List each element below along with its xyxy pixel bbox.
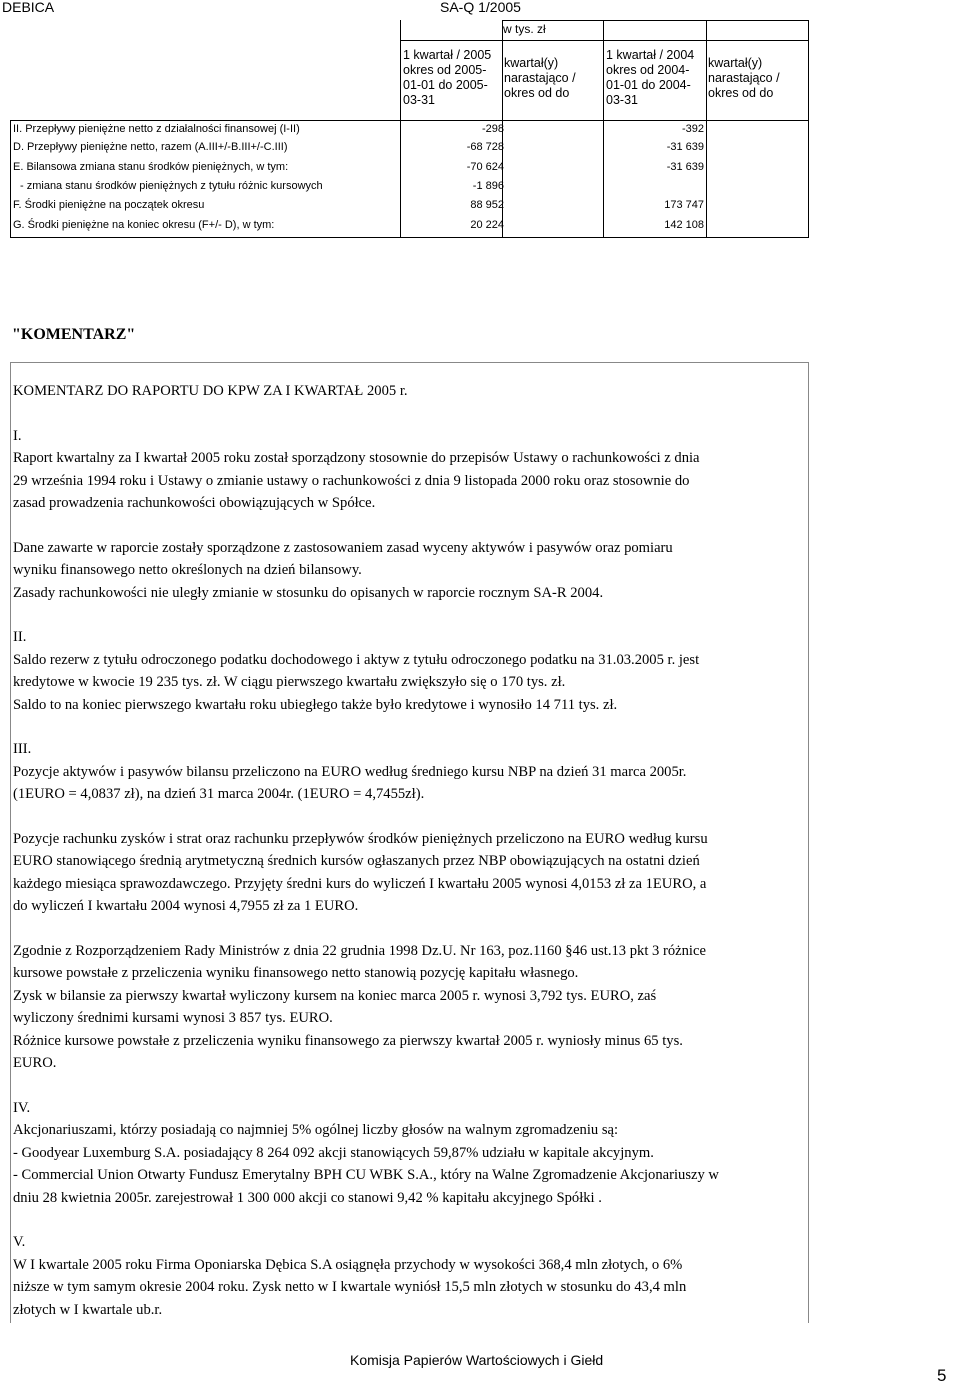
report-code: SA-Q 1/2005 (440, 0, 521, 15)
row-value-2005: 88 952 (470, 199, 504, 211)
komentarz-line: Różnice kursowe powstałe z przeliczenia wyniku finansowego za pierwszy kwartał 2005 r. wyniosły minus 65 tys. (13, 1032, 683, 1049)
blank-line (13, 918, 803, 940)
komentarz-line: Zasady rachunkowości nie uległy zmianie w stosunku do opisanych w raporcie rocznym SA-R 2004. (13, 584, 604, 601)
page-number: 5 (937, 1366, 947, 1385)
row-label: F. Środki pieniężne na początek okresu (13, 199, 205, 211)
blank-line (13, 1075, 803, 1097)
blank-line (13, 806, 803, 828)
table-border (706, 20, 707, 238)
row-label: II. Przepływy pieniężne netto z działalności finansowej (I-II) (13, 123, 300, 135)
row-value-2005: -68 728 (466, 141, 504, 153)
komentarz-line: kredytowe w kwocie 19 235 tys. zł. W ciągu pierwszego kwartału zwiększyło się o 170 tys. zł. (13, 674, 566, 691)
komentarz-line: Pozycje rachunku zysków i strat oraz rachunku przepływów środków pieniężnych przeliczono na EURO według kursu (13, 831, 708, 848)
column-header-2005-cumulative: kwartał(y) narastająco / okres od do (504, 56, 576, 100)
footer-text: Komisja Papierów Wartościowych i Giełd (350, 1352, 604, 1368)
row-label: D. Przepływy pieniężne netto, razem (A.III+/-B.III+/-C.III) (13, 141, 288, 153)
komentarz-line: 29 września 1994 roku i Ustawy o zmianie ustawy o rachunkowości z dnia 9 listopada 2000 roku oraz stosownie do (13, 472, 690, 489)
table-border (808, 20, 809, 238)
komentarz-line: IV. (13, 1099, 31, 1116)
blank-line (13, 716, 803, 738)
komentarz-line: wyniku finansowego netto określonych na dzień bilansowy. (13, 562, 362, 579)
komentarz-line: kursowe powstałe z przeliczenia wyniku finansowego netto stanowią pozycję kapitału własnego. (13, 965, 579, 982)
komentarz-line: Zysk w bilansie za pierwszy kwartał wyliczony kursem na koniec marca 2005 r. wynosi 3,792 tys. EURO, zaś (13, 987, 657, 1004)
komentarz-line: - Commercial Union Otwarty Fundusz Emerytalny BPH CU WBK S.A., który na Walne Zgromadzenie Akcjonariuszy w (13, 1167, 719, 1184)
komentarz-line: Raport kwartalny za I kwartał 2005 roku został sporządzony stosownie do przepisów Ustawy o rachunkowości z dnia (13, 450, 700, 467)
row-value-2004: -31 639 (666, 161, 704, 173)
table-border (400, 40, 808, 41)
komentarz-line: Pozycje aktywów i pasywów bilansu przeliczono na EURO według średniego kursu NBP na dzień 31 marca 2005r. (13, 763, 687, 780)
row-value-2004: 173 747 (664, 199, 704, 211)
units-label: w tys. zł (503, 22, 546, 36)
komentarz-line: wyliczony średnimi kursami wynosi 3 857 tys. EURO. (13, 1010, 333, 1027)
column-header-2004-cumulative: kwartał(y) narastająco / okres od do (708, 56, 780, 100)
column-header-2005: 1 kwartał / 2005 okres od 2005-01-01 do 2005-03-31 (403, 48, 492, 107)
row-value-2004: -31 639 (666, 141, 704, 153)
column-header-2004: 1 kwartał / 2004 okres od 2004-01-01 do 2004-03-31 (606, 48, 695, 107)
komentarz-body (13, 380, 803, 1321)
row-label: G. Środki pieniężne na koniec okresu (F+/- D), w tym: (13, 219, 275, 231)
table-border (10, 120, 808, 121)
blank-line (13, 1209, 803, 1231)
komentarz-line: EURO stanowiącego średnią arytmetyczną średnich kursów ogłaszanych przez NBP obowiązujących na ostatni dzień (13, 853, 700, 870)
komentarz-line: W I kwartale 2005 roku Firma Oponiarska Dębica S.A osiągnęła przychody w wysokości 368,4 mln złotych, o 6% (13, 1256, 683, 1273)
row-label: E. Bilansowa zmiana stanu środków pieniężnych, w tym: (13, 161, 289, 173)
komentarz-line: Zgodnie z Rozporządzeniem Rady Ministrów z dnia 22 grudnia 1998 Dz.U. Nr 163, poz.1160 §46 ust.13 pkt 3 różnice (13, 943, 706, 960)
row-value-2004: -392 (681, 123, 704, 135)
row-value-2005: 20 224 (470, 219, 504, 231)
company-name: DEBICA (2, 0, 55, 15)
komentarz-line: Akcjonariuszami, którzy posiadają co najmniej 5% ogólnej liczby głosów na walnym zgromadzeniu są: (13, 1122, 619, 1139)
komentarz-line: V. (13, 1234, 26, 1251)
komentarz-heading: "KOMENTARZ" (12, 326, 136, 343)
row-value-2005: -1 896 (472, 180, 504, 192)
row-value-2004: 142 108 (664, 219, 704, 231)
komentarz-line: III. (13, 741, 32, 758)
komentarz-line: - Goodyear Luxemburg S.A. posiadający 8 264 092 akcji stanowiących 59,87% udziału w kapitale akcyjnym. (13, 1144, 654, 1161)
komentarz-line: KOMENTARZ DO RAPORTU DO KPW ZA I KWARTAŁ 2005 r. (13, 383, 408, 399)
komentarz-line: II. (13, 629, 27, 646)
komentarz-line: złotych w I kwartale ub.r. (13, 1301, 163, 1318)
row-value-2005: -298 (481, 123, 504, 135)
row-label: - zmiana stanu środków pieniężnych z tytułu różnic kursowych (20, 180, 323, 192)
komentarz-line: zasad prowadzenia rachunkowości obowiązujących w Spółce. (13, 495, 376, 512)
komentarz-line: dniu 28 kwietnia 2005r. zarejestrował 1 300 000 akcji co stanowi 9,42 % kapitału akcyjnego Spółki . (13, 1189, 602, 1206)
table-border (603, 20, 604, 238)
komentarz-line: (1EURO = 4,0837 zł), na dzień 31 marca 2004r. (1EURO = 4,7455zł). (13, 786, 425, 803)
row-value-2005: -70 624 (466, 161, 504, 173)
komentarz-line: Saldo rezerw z tytułu odroczonego podatku dochodowego i aktyw z tytułu odroczonego podatku na 31.03.2005 r. jest (13, 651, 700, 668)
table-border (400, 20, 401, 238)
komentarz-line: Saldo to na koniec pierwszego kwartału roku ubiegłego także było kredytowe i wynosiło 14 711 tys. zł. (13, 696, 618, 713)
table-border (502, 20, 808, 21)
komentarz-line: niższe w tym samym okresie 2004 roku. Zysk netto w I kwartale wyniósł 15,5 mln złotych w stosunku do 43,4 mln (13, 1279, 687, 1296)
blank-line (13, 514, 803, 536)
blank-line (13, 604, 803, 626)
komentarz-line: Dane zawarte w raporcie zostały sporządzone z zastosowaniem zasad wyceny aktywów i pasywów oraz pomiaru (13, 539, 673, 556)
komentarz-line: do wyliczeń I kwartału 2004 wynosi 4,7955 zł za 1 EURO. (13, 898, 359, 915)
blank-line (13, 402, 803, 424)
table-border (10, 237, 808, 238)
komentarz-line: EURO. (13, 1055, 57, 1072)
table-border (10, 120, 11, 238)
komentarz-line: I. (13, 427, 22, 444)
komentarz-line: każdego miesiąca sprawozdawczego. Przyjęty średni kurs do wyliczeń I kwartału 2005 wynosi 4,0153 zł za 1EURO, a (13, 875, 707, 892)
